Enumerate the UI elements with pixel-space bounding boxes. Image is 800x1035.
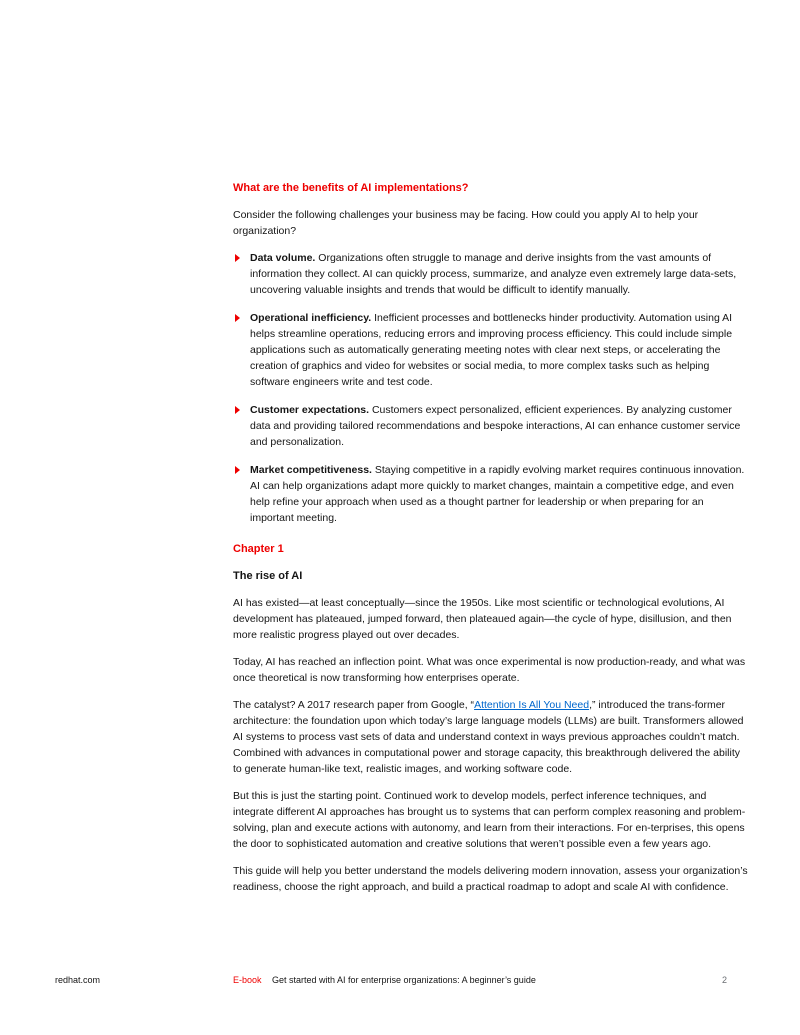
paragraph: This guide will help you better understand the models delivering modern innovation, assess your organization’s readiness, choose the right approach, and build a practical roadmap to adopt and scale AI with confidence.: [233, 865, 748, 893]
bullet-title: Data volume.: [250, 252, 316, 264]
paragraph: Today, AI has reached an inflection point. What was once experimental is now production-ready, and what was once theoretical is now transforming how enterprises operate.: [233, 656, 746, 684]
bullet-text: Customers expect personalized, efficient experiences. By analyzing customer data and providing tailored recommendations and bespoke interactions, AI can enhance customer service and personalization.: [250, 404, 741, 448]
bullet-triangle-icon: [235, 406, 240, 414]
list-item: [233, 462, 748, 526]
list-item: [233, 250, 748, 298]
bullet-title: Market competitiveness.: [250, 464, 372, 476]
section-heading: What are the benefits of AI implementations?: [233, 182, 469, 194]
footer-site: redhat.com: [55, 975, 101, 985]
bullet-text: Staying competitive in a rapidly evolving market requires continuous innovation. AI can help organizations adapt more quickly to market changes, maintain a competitive edge, and even help refine your approach when used as a thought partner for leadership or when preparing for an important meeting.: [250, 464, 745, 524]
bullet-triangle-icon: [235, 314, 240, 322]
bullet-text: Inefficient processes and bottlenecks hinder productivity. Automation using AI helps streamline operations, reducing errors and improving process efficiency. This could include simple applications such as automatically generating meeting notes with clear next steps, or accelerating the creation of graphics and video for websites or social media, to more complex tasks such as helping software engineers write and test code.: [250, 312, 733, 388]
bullet-text: Organizations often struggle to manage and derive insights from the vast amounts of information they collect. AI can quickly process, summarize, and analyze even extremely large data-sets, uncovering valuable insights and trends that would be difficult to identify manually.: [250, 252, 737, 296]
footer-doc-title: Get started with AI for enterprise organizations: A beginner’s guide: [272, 975, 536, 985]
paragraph: AI has existed—at least conceptually—since the 1950s. Like most scientific or technological evolutions, AI development has plateaued, jumped forward, then plateaued again—the cycle of hype, disillusion, and then more realistic progress played out over decades.: [233, 597, 732, 641]
bullet-triangle-icon: [235, 466, 240, 474]
main-content: [233, 180, 748, 895]
chapter-label: Chapter 1: [233, 543, 284, 555]
paragraph-text: ,” introduced the trans-former architecture: the foundation upon which today’s large language models (LLMs) are built. Transformers allowed AI systems to process vast sets of data and understand context in ways previous approaches couldn’t match. Combined with advances in computational power and storage capacity, this breakthrough delivered the ability to generate human-like text, realistic images, and working software code.: [233, 699, 744, 775]
bullet-title: Operational inefficiency.: [250, 312, 372, 324]
page-footer: [0, 975, 800, 989]
attention-paper-link[interactable]: Attention Is All You Need: [474, 699, 590, 711]
list-item: [233, 402, 748, 450]
paragraph-text: The catalyst? A 2017 research paper from Google, “: [233, 699, 475, 711]
page-number: 2: [722, 975, 728, 985]
paragraph: [233, 697, 748, 777]
footer-doc-type: E-book: [233, 975, 262, 985]
chapter-title: The rise of AI: [233, 570, 303, 582]
benefits-list: [233, 250, 748, 526]
paragraph: But this is just the starting point. Continued work to develop models, perfect inference techniques, and integrate different AI approaches has brought us to systems that can perform complex reasoning and problem-solving, plan and execute actions with autonomy, and learn from their interactions. For en-terprises, this opens the door to sophisticated automation and creative solutions that weren’t possible even a few years ago.: [233, 790, 746, 850]
bullet-title: Customer expectations.: [250, 404, 370, 416]
list-item: [233, 310, 748, 390]
bullet-triangle-icon: [235, 254, 240, 262]
section-intro: Consider the following challenges your business may be facing. How could you apply AI to help your organization?: [233, 209, 699, 237]
